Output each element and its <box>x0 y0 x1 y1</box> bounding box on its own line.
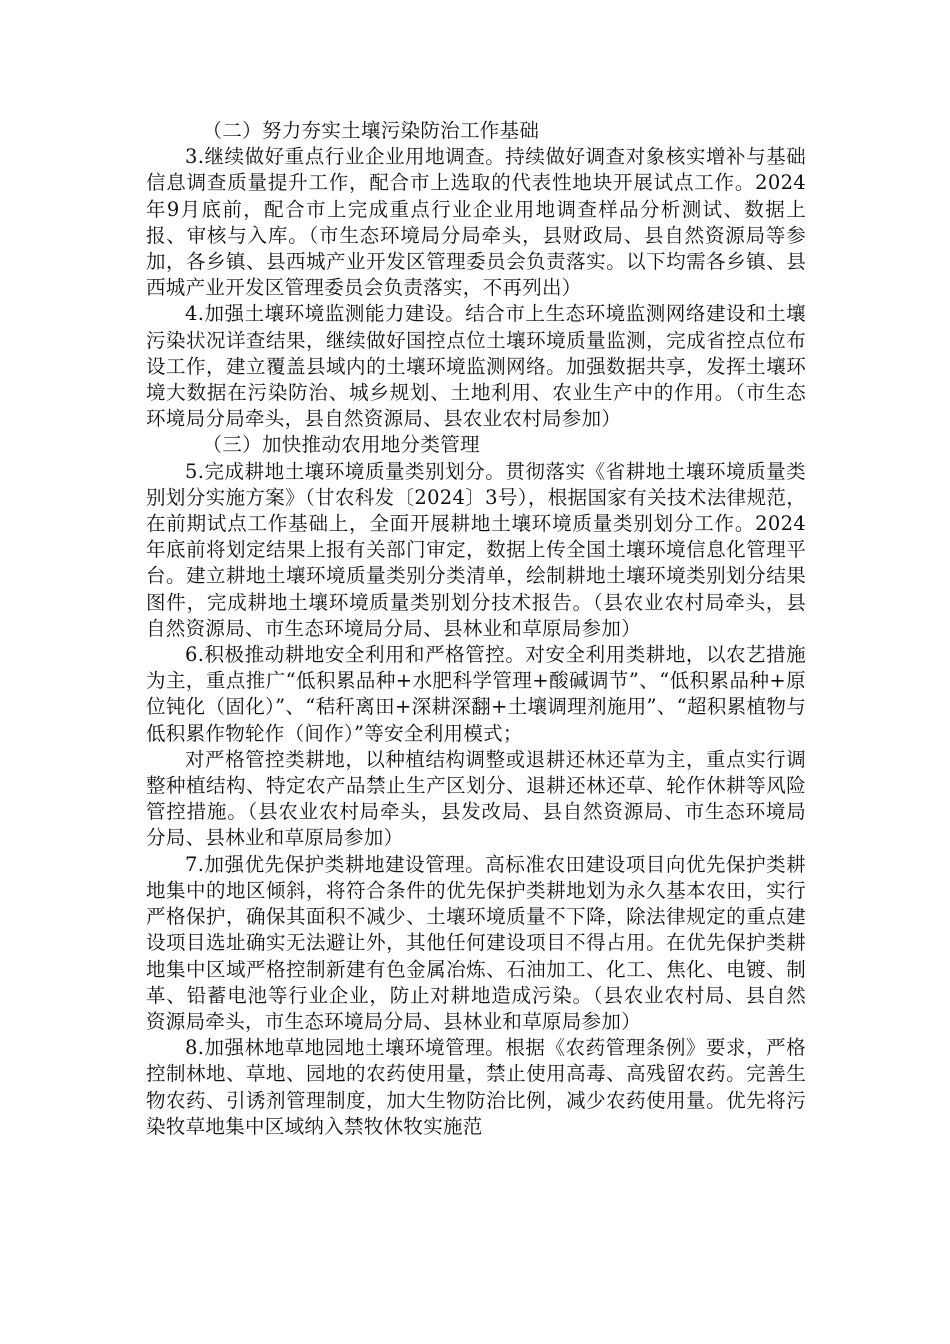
section-heading-2: （二）努力夯实土壤污染防治工作基础 <box>202 119 540 142</box>
paragraph-item-8: 8.加强林地草地园地土壤环境管理。根据《农药管理条例》要求，严格控制林地、草地、园地的农药使用量，禁止使用高毒、高残留农药。完善生物农药、引诱剂管理制度，加大生物防治比例，减少农药使用量。优先将污染牧草地集中区域纳入禁牧休牧实施范 <box>146 1036 806 1138</box>
paragraph-item-6-continued: 对严格管控类耕地，以种植结构调整或退耕还林还草为主，重点实行调整种植结构、特定农产品禁止生产区划分、退耕还林还草、轮作休耕等风险管控措施。（县农业农村局牵头，县发改局、县自然资源局、市生态环境局分局、县林业和草原局参加） <box>146 747 806 850</box>
paragraph-item-5: 5.完成耕地土壤环境质量类别划分。贯彻落实《省耕地土壤环境质量类别划分实施方案》（甘农科发〔2024〕3号），根据国家有关技术法律规范，在前期试点工作基础上，全面开展耕地土壤环境质量类别划分工作。2024年底前将划定结果上报有关部门审定，数据上传全国土壤环境信息化管理平台。建立耕地土壤环境质量类别分类清单，绘制耕地土壤环境类别划分结果图件，完成耕地土壤环境质量类别划分技术报告。（县农业农村局牵头，县自然资源局、市生态环境局分局、县林业和草原局参加） <box>146 459 806 640</box>
section-heading-3: （三）加快推动农用地分类管理 <box>202 433 480 457</box>
document-body <box>146 118 806 1140</box>
paragraph-item-7: 7.加强优先保护类耕地建设管理。高标准农田建设项目向优先保护类耕地集中的地区倾斜，将符合条件的优先保护类耕地划为永久基本农田，实行严格保护，确保其面积不减少、土壤环境质量不下降，除法律规定的重点建设项目选址确实无法避让外，其他任何建设项目不得占用。在优先保护类耕地集中区域严格控制新建有色金属冶炼、石油加工、化工、焦化、电镀、制革、铅蓄电池等行业企业，防止对耕地造成污染。（县农业农村局、县自然资源局牵头，市生态环境局分局、县林业和草原局参加） <box>146 852 806 1033</box>
paragraph-item-3: 3.继续做好重点行业企业用地调查。持续做好调查对象核实增补与基础信息调查质量提升工作，配合市上选取的代表性地块开展试点工作。2024年9月底前，配合市上完成重点行业企业用地调查样品分析测试、数据上报、审核与入库。（市生态环境局分局牵头，县财政局、县自然资源局等参加，各乡镇、县西城产业开发区管理委员会负责落实。以下均需各乡镇、县西城产业开发区管理委员会负责落实，不再列出） <box>146 145 806 300</box>
paragraph-item-4: 4.加强土壤环境监测能力建设。结合市上生态环境监测网络建设和土壤污染状况详查结果，继续做好国控点位土壤环境质量监测，完成省控点位布设工作，建立覆盖县域内的土壤环境监测网络。加强数据共享，发挥土壤环境大数据在污染防治、城乡规划、土地利用、农业生产中的作用。（市生态环境局分局牵头，县自然资源局、县农业农村局参加） <box>146 302 806 431</box>
paragraph-item-6: 6.积极推动耕地安全利用和严格管控。对安全利用类耕地，以农艺措施为主，重点推广“低积累品种+水肥科学管理+酸碱调节”、“低积累品种+原位钝化（固化）”、“秸秆离田+深耕深翻+土壤调理剂施用”、“超积累植物与低积累作物轮作（间作）”等安全利用模式； <box>146 643 806 745</box>
